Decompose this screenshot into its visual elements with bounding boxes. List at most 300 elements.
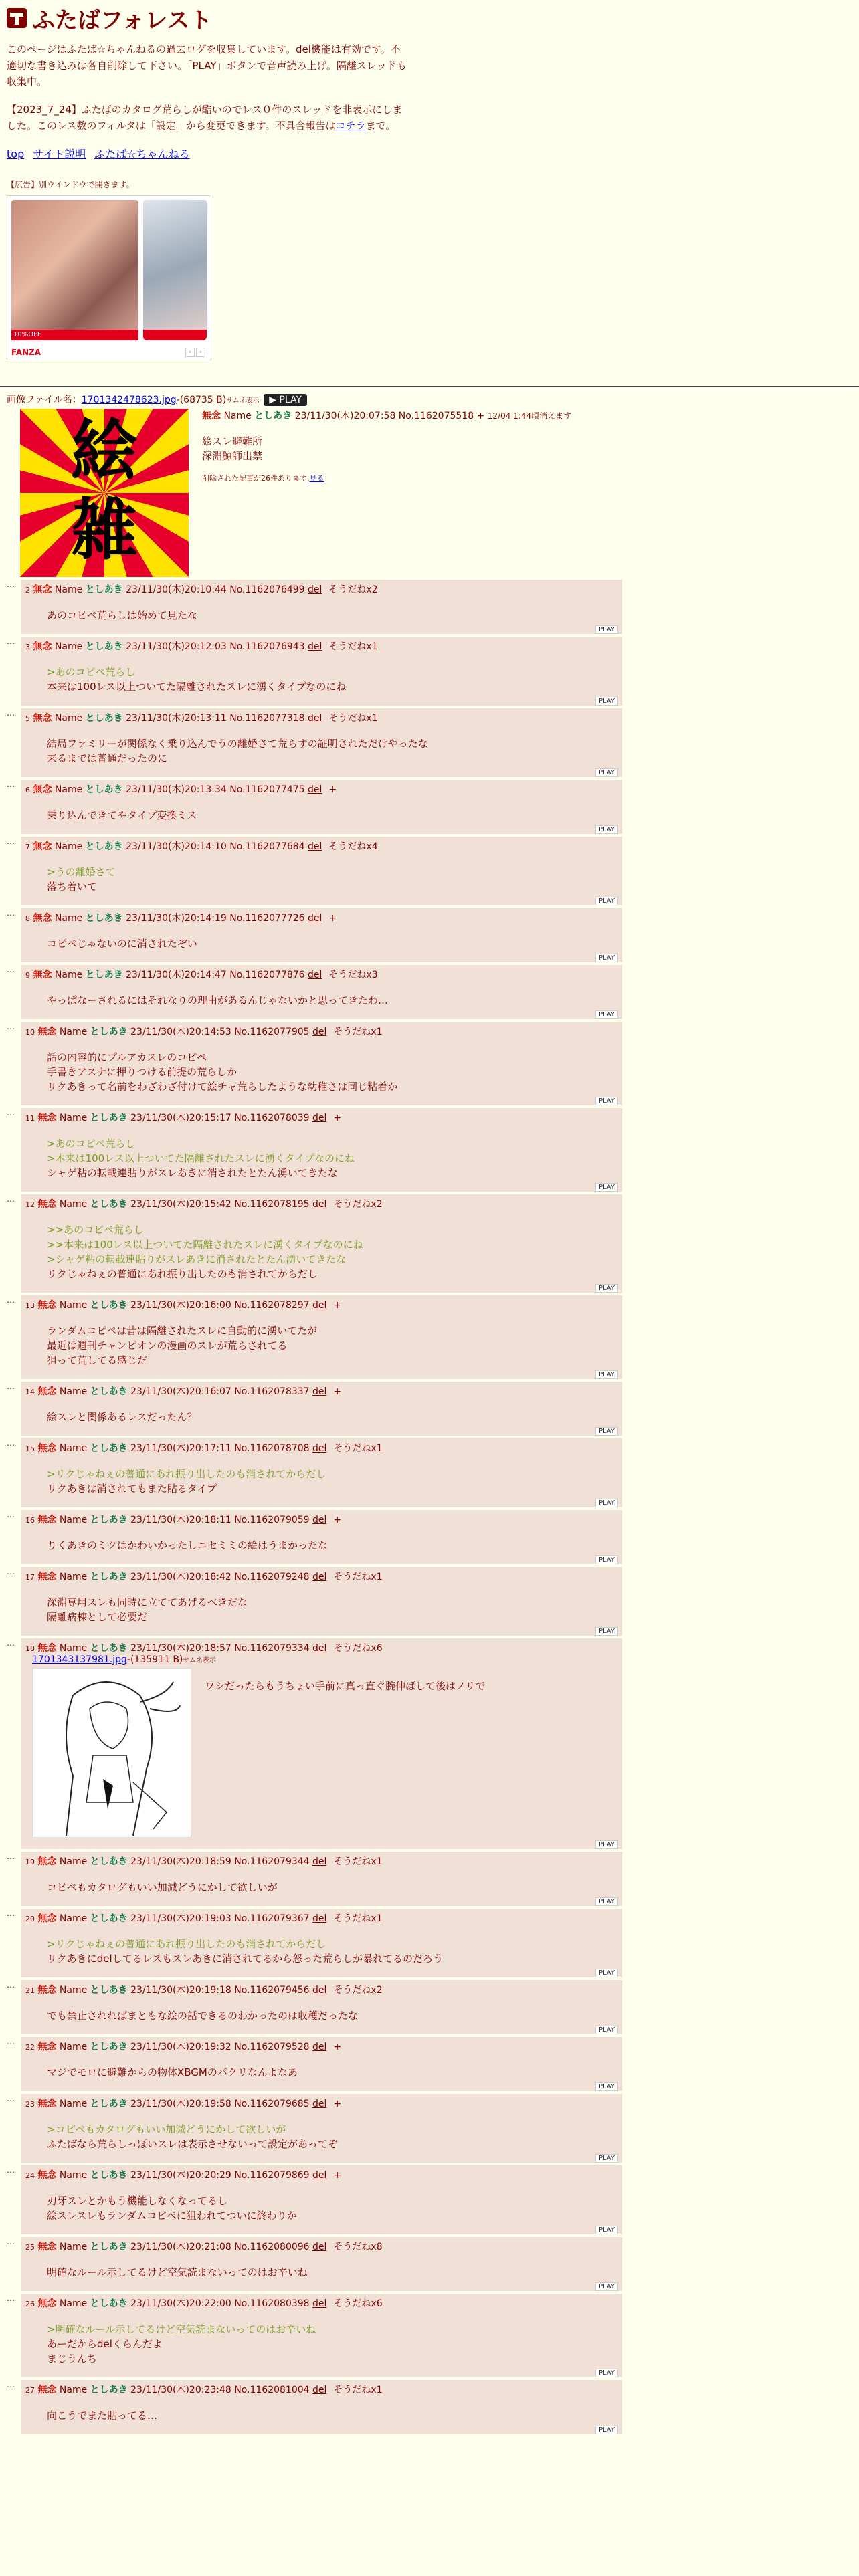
reply-name: としあき bbox=[90, 1913, 128, 1924]
site-title[interactable]: ふたばフォレスト bbox=[32, 7, 213, 34]
ad-image-2[interactable] bbox=[143, 200, 207, 340]
reply-dots: … bbox=[7, 837, 15, 846]
reply bbox=[7, 2165, 622, 2234]
reply-number: 2 bbox=[25, 586, 30, 595]
reply-dots: … bbox=[7, 637, 15, 646]
reply-name: としあき bbox=[85, 641, 123, 652]
reply-number: 11 bbox=[25, 1114, 35, 1123]
thread bbox=[0, 393, 859, 2434]
reply-number: 23 bbox=[25, 2100, 35, 2109]
reply-header bbox=[25, 968, 618, 981]
reply-dots: … bbox=[7, 1980, 15, 1990]
reply-dots: … bbox=[7, 908, 15, 918]
reply-line: 深淵専用スレも同時に立ててあげるべきだな bbox=[47, 1596, 248, 1608]
reply-datetime: 23/11/30(木)20:19:58 No.1162079685 bbox=[130, 2099, 310, 2109]
reply-play-button[interactable]: PLAY bbox=[595, 1010, 618, 1019]
reply-play-row bbox=[25, 897, 618, 905]
op-name-label: Name bbox=[223, 411, 252, 421]
reply-name: としあき bbox=[90, 1113, 128, 1123]
reply-quote-line: >シャゲ粘の転載連貼りがスレあきに消されたとたん湧いてきたな bbox=[47, 1253, 347, 1265]
reply-play-row bbox=[25, 1555, 618, 1564]
reply bbox=[7, 1638, 622, 1849]
reply-name: としあき bbox=[85, 584, 123, 595]
reply-del-link[interactable]: del bbox=[312, 1386, 327, 1397]
reply-datetime: 23/11/30(木)20:18:57 No.1162079334 bbox=[130, 1643, 310, 1654]
reply-sodane-button[interactable]: そうだねx2 bbox=[333, 1985, 383, 1996]
reply-line: リクあきって名前をわざわざ付けて絵チャ荒らしたような幼稚さは同じ粘着か bbox=[47, 1081, 398, 1093]
reply-name-label: Name bbox=[54, 970, 83, 980]
reply-del-link[interactable]: del bbox=[312, 1300, 327, 1311]
reply-name-label: Name bbox=[59, 1386, 88, 1397]
op-image-char-1: 絵 bbox=[71, 411, 138, 490]
reply-del-link[interactable]: del bbox=[312, 2242, 327, 2252]
reply-del-link[interactable]: del bbox=[312, 1572, 327, 1582]
reply-subject: 無念 bbox=[37, 1386, 57, 1397]
reply-header bbox=[25, 1911, 618, 1925]
reply-play-button[interactable]: PLAY bbox=[595, 2369, 618, 2377]
reply-line: 明確なルール示してるけど空気読まないってのはお辛いね bbox=[47, 2266, 308, 2278]
reply-header bbox=[25, 711, 618, 724]
reply-subject: 無念 bbox=[37, 1300, 57, 1311]
op-subject: 無念 bbox=[202, 411, 221, 421]
reply-play-row bbox=[25, 697, 618, 706]
reply-dots: … bbox=[7, 1852, 15, 1861]
thumb-label: サムネ表示 bbox=[226, 397, 260, 405]
reply-del-link[interactable]: del bbox=[312, 1985, 327, 1996]
reply-number: 25 bbox=[25, 2243, 35, 2252]
op-image[interactable] bbox=[20, 409, 189, 577]
reply-header bbox=[25, 2296, 618, 2310]
reply-play-button[interactable]: PLAY bbox=[595, 2426, 618, 2434]
reply-del-link[interactable]: del bbox=[308, 970, 322, 980]
op-datetime: 23/11/30(木)20:07:58 No.1162075518 bbox=[294, 411, 474, 421]
reply-sodane-button[interactable]: そうだねx6 bbox=[333, 1643, 383, 1654]
reply-body-cell bbox=[21, 1980, 622, 2034]
reply-sodane-button[interactable]: そうだねx1 bbox=[333, 1572, 383, 1582]
reply-play-row bbox=[25, 1097, 618, 1105]
reply-dots: … bbox=[7, 1295, 15, 1305]
reply-dots: … bbox=[7, 2237, 15, 2246]
reply-sodane-button[interactable]: + bbox=[333, 1515, 342, 1525]
reply-name-label: Name bbox=[54, 584, 83, 595]
reply-play-button[interactable]: PLAY bbox=[595, 897, 618, 905]
reply-header bbox=[25, 1384, 618, 1398]
reply bbox=[7, 708, 622, 777]
reply-file-link[interactable]: 1701343137981.jpg bbox=[32, 1654, 127, 1665]
ad-brand: FANZA bbox=[11, 348, 41, 357]
reply-name: としあき bbox=[90, 1643, 128, 1654]
reply-subject: 無念 bbox=[33, 913, 52, 924]
reply-play-button[interactable]: PLAY bbox=[595, 1627, 618, 1636]
reply-header bbox=[25, 839, 618, 853]
ad-prev-icon[interactable]: ‹ bbox=[185, 348, 195, 357]
reply-play-row bbox=[25, 825, 618, 834]
reply-file-line bbox=[32, 1654, 618, 1665]
reply-play-row bbox=[25, 2426, 618, 2434]
reply-quote-line: >明確なルール示してるけど空気読まないってのはお辛いね bbox=[47, 2323, 316, 2335]
reply-name: としあき bbox=[85, 913, 123, 924]
reply-text bbox=[47, 2122, 618, 2151]
reply-datetime: 23/11/30(木)20:19:32 No.1162079528 bbox=[130, 2042, 310, 2052]
reply-sodane-button[interactable]: そうだねx4 bbox=[328, 841, 378, 852]
reply-body-cell bbox=[21, 1510, 622, 1564]
report-link[interactable]: コチラ bbox=[335, 120, 366, 132]
reply-header bbox=[25, 1854, 618, 1868]
nav-link-futaba[interactable]: ふたば☆ちゃんねる bbox=[94, 148, 190, 160]
reply-del-link[interactable]: del bbox=[312, 1443, 327, 1454]
reply-body-cell bbox=[21, 1567, 622, 1636]
reply-sketch-image[interactable] bbox=[32, 1668, 191, 1838]
reply-subject: 無念 bbox=[33, 841, 52, 852]
ad-image-1[interactable] bbox=[11, 200, 138, 340]
reply-play-button[interactable]: PLAY bbox=[595, 1183, 618, 1192]
reply-play-row bbox=[25, 2226, 618, 2234]
reply-body-cell bbox=[21, 1909, 622, 1977]
reply-body-cell bbox=[21, 2165, 622, 2234]
reply-del-link[interactable]: del bbox=[308, 641, 322, 652]
reply-dots: … bbox=[7, 2294, 15, 2303]
reply-body-cell bbox=[21, 1438, 622, 1507]
reply bbox=[7, 837, 622, 905]
reply-del-link[interactable]: del bbox=[308, 713, 322, 724]
reply-text bbox=[47, 993, 618, 1008]
reply-del-link[interactable]: del bbox=[312, 2099, 327, 2109]
reply-sodane-button[interactable]: そうだねx1 bbox=[333, 1443, 383, 1454]
reply-play-button[interactable]: PLAY bbox=[595, 2154, 618, 2163]
reply-datetime: 23/11/30(木)20:19:03 No.1162079367 bbox=[130, 1913, 310, 1924]
nav-links bbox=[7, 146, 852, 161]
reply-sodane-button[interactable]: そうだねx1 bbox=[333, 1913, 383, 1924]
reply-header bbox=[25, 1111, 618, 1124]
reply-line: あのコピペ荒らしは始めて見たな bbox=[47, 609, 197, 621]
reply-play-button[interactable]: PLAY bbox=[595, 1097, 618, 1105]
reply-body-cell bbox=[21, 2094, 622, 2163]
reply-name: としあき bbox=[85, 784, 123, 795]
nav-link-about[interactable]: サイト説明 bbox=[33, 148, 86, 160]
reply-del-link[interactable]: del bbox=[312, 2170, 327, 2181]
logo-row bbox=[7, 4, 852, 32]
reply-body-cell bbox=[21, 1382, 622, 1436]
reply-header bbox=[25, 2168, 618, 2181]
reply-datetime: 23/11/30(木)20:20:29 No.1162079869 bbox=[130, 2170, 310, 2181]
reply-datetime: 23/11/30(木)20:12:03 No.1162076943 bbox=[126, 641, 305, 652]
reply-line: リクあきにdelしてるレスもスレあきに消されてるから怒った荒らしが暴れてるのだろう bbox=[47, 1953, 444, 1965]
reply-play-button[interactable]: PLAY bbox=[595, 768, 618, 777]
reply-play-button[interactable]: PLAY bbox=[595, 1555, 618, 1564]
reply-text bbox=[47, 665, 618, 694]
reply-play-button[interactable]: PLAY bbox=[595, 2282, 618, 2291]
reply-play-button[interactable]: PLAY bbox=[595, 1370, 618, 1379]
op-expire: 12/04 1:44頃消えます bbox=[487, 411, 572, 421]
reply-play-button[interactable]: PLAY bbox=[595, 625, 618, 634]
reply-subject: 無念 bbox=[37, 2385, 57, 2395]
reply-number: 22 bbox=[25, 2043, 35, 2052]
reply-number: 13 bbox=[25, 1301, 35, 1310]
reply-number: 21 bbox=[25, 1986, 35, 1995]
intro-2-suffix: まで。 bbox=[365, 120, 396, 132]
reply-dots: … bbox=[7, 2037, 15, 2046]
reply-text bbox=[47, 2065, 618, 2080]
reply-dots: … bbox=[7, 1510, 15, 1519]
reply-dots: … bbox=[7, 580, 15, 589]
reply-del-link[interactable]: del bbox=[312, 1913, 327, 1924]
reply-line: 話の内容的にプルアカスレのコピペ bbox=[47, 1051, 207, 1063]
reply-name: としあき bbox=[90, 2298, 128, 2309]
reply-name-label: Name bbox=[59, 1856, 88, 1867]
reply-play-row bbox=[25, 2282, 618, 2291]
reply-line: りくあきのミクはかわいかったしニセミミの絵はうまかったな bbox=[47, 1539, 328, 1551]
reply-number: 14 bbox=[25, 1388, 35, 1396]
reply-line: 本来は100レス以上ついてた隔離されたスレに湧くタイプなのにね bbox=[47, 681, 347, 693]
reply-number: 17 bbox=[25, 1573, 35, 1582]
reply-header bbox=[25, 2097, 618, 2110]
reply-subject: 無念 bbox=[37, 1443, 57, 1454]
reply-number: 24 bbox=[25, 2171, 35, 2180]
reply-sodane-button[interactable]: + bbox=[328, 784, 337, 795]
reply-subject: 無念 bbox=[33, 970, 52, 980]
reply-line: まじうんち bbox=[47, 2353, 98, 2365]
reply-file-meta: -(135911 B) bbox=[126, 1654, 183, 1665]
reply-name-label: Name bbox=[59, 1300, 88, 1311]
reply-sodane-button[interactable]: そうだねx2 bbox=[333, 1199, 383, 1210]
reply-body-cell bbox=[21, 780, 622, 834]
op-play-button[interactable]: ▶ PLAY bbox=[264, 394, 307, 406]
reply-del-link[interactable]: del bbox=[308, 913, 322, 924]
reply-datetime: 23/11/30(木)20:14:10 No.1162077684 bbox=[126, 841, 305, 852]
reply-image-row bbox=[25, 1668, 618, 1838]
reply-text bbox=[47, 1467, 618, 1496]
ad-next-icon[interactable]: › bbox=[196, 348, 205, 357]
reply-sodane-button[interactable]: + bbox=[333, 2042, 342, 2052]
reply-del-link[interactable]: del bbox=[312, 1856, 327, 1867]
reply-quote-line: >リクじゃねぇの普通にあれ振り出したのも消されてからだし bbox=[47, 1468, 326, 1480]
reply-del-link[interactable]: del bbox=[312, 2385, 327, 2395]
reply bbox=[7, 1510, 622, 1564]
reply-play-button[interactable]: PLAY bbox=[595, 1840, 618, 1849]
reply-header bbox=[25, 1025, 618, 1038]
reply-body-cell bbox=[21, 965, 622, 1019]
reply-del-link[interactable]: del bbox=[312, 2042, 327, 2052]
reply-name: としあき bbox=[90, 1300, 128, 1311]
reply-name-label: Name bbox=[54, 641, 83, 652]
reply-text bbox=[47, 608, 618, 623]
reply-sodane-button[interactable]: + bbox=[333, 2099, 342, 2109]
reply-sodane-button[interactable]: + bbox=[333, 1113, 342, 1123]
reply-name: としあき bbox=[90, 2042, 128, 2052]
reply-header bbox=[25, 2383, 618, 2396]
reply-sodane-button[interactable]: そうだねx2 bbox=[328, 584, 378, 595]
reply-name: としあき bbox=[85, 713, 123, 724]
reply bbox=[7, 2037, 622, 2091]
reply-datetime: 23/11/30(木)20:15:42 No.1162078195 bbox=[130, 1199, 310, 1210]
reply-body-cell bbox=[21, 1295, 622, 1379]
sketch-drawing bbox=[33, 1669, 191, 1837]
reply-text bbox=[47, 1595, 618, 1624]
reply-sodane-button[interactable]: そうだねx8 bbox=[333, 2242, 383, 2252]
reply-number: 27 bbox=[25, 2386, 35, 2395]
reply-play-button[interactable]: PLAY bbox=[595, 1499, 618, 1507]
reply-play-button[interactable]: PLAY bbox=[595, 954, 618, 962]
reply-play-button[interactable]: PLAY bbox=[595, 1969, 618, 1977]
reply-text bbox=[47, 808, 618, 823]
reply-sodane-button[interactable]: そうだねx1 bbox=[328, 641, 378, 652]
reply-dots: … bbox=[7, 965, 15, 974]
reply-sodane-button[interactable]: + bbox=[333, 1300, 342, 1311]
reply-body-cell bbox=[21, 1022, 622, 1105]
reply-del-link[interactable]: del bbox=[312, 1643, 327, 1654]
reply-subject: 無念 bbox=[37, 1027, 57, 1037]
reply-sodane-button[interactable]: そうだねx1 bbox=[328, 713, 378, 724]
reply-number: 15 bbox=[25, 1444, 35, 1453]
reply-number: 16 bbox=[25, 1516, 35, 1525]
reply-quote-line: >うの離婚さて bbox=[47, 866, 116, 878]
op-file-link[interactable]: 1701342478623.jpg bbox=[81, 395, 177, 405]
reply-text bbox=[47, 2265, 618, 2280]
reply-datetime: 23/11/30(木)20:23:48 No.1162081004 bbox=[130, 2385, 310, 2395]
reply-play-button[interactable]: PLAY bbox=[595, 2026, 618, 2034]
reply-del-link[interactable]: del bbox=[312, 2298, 327, 2309]
reply-sodane-button[interactable]: + bbox=[328, 913, 337, 924]
reply-del-link[interactable]: del bbox=[312, 1199, 327, 1210]
reply-subject: 無念 bbox=[37, 2099, 57, 2109]
reply bbox=[7, 2094, 622, 2163]
reply-name-label: Name bbox=[59, 2170, 88, 2181]
reply-datetime: 23/11/30(木)20:10:44 No.1162076499 bbox=[126, 584, 305, 595]
reply-dots: … bbox=[7, 1909, 15, 1918]
reply-del-link[interactable]: del bbox=[312, 1515, 327, 1525]
reply-play-button[interactable]: PLAY bbox=[595, 1897, 618, 1906]
reply-name: としあき bbox=[90, 1572, 128, 1582]
reply-play-row bbox=[25, 1969, 618, 1977]
reply-number: 10 bbox=[25, 1028, 35, 1037]
reply-quote-line: >あのコピペ荒らし bbox=[47, 1138, 136, 1150]
reply-play-button[interactable]: PLAY bbox=[595, 1284, 618, 1293]
reply-line: 刃牙スレとかもう機能しなくなってるし bbox=[47, 2195, 228, 2207]
intro-text bbox=[7, 41, 408, 134]
show-deleted-link[interactable]: 見る bbox=[309, 474, 324, 483]
reply-name-label: Name bbox=[59, 1913, 88, 1924]
reply-del-link[interactable]: del bbox=[312, 1027, 327, 1037]
reply-name: としあき bbox=[90, 1386, 128, 1397]
reply-del-link[interactable]: del bbox=[308, 841, 322, 852]
reply-body-cell bbox=[21, 2037, 622, 2091]
reply-name-label: Name bbox=[54, 841, 83, 852]
reply-name: としあき bbox=[90, 2099, 128, 2109]
reply-dots: … bbox=[7, 2165, 15, 2175]
reply-play-button[interactable]: PLAY bbox=[595, 1427, 618, 1436]
reply-sodane-button[interactable]: そうだねx1 bbox=[333, 1856, 383, 1867]
reply-sodane-button[interactable]: + bbox=[333, 1386, 342, 1397]
reply-name-label: Name bbox=[59, 1443, 88, 1454]
reply-play-row bbox=[25, 768, 618, 777]
reply-quote-line: >本来は100レス以上ついてた隔離されたスレに湧くタイプなのにね bbox=[47, 1152, 355, 1164]
reply-line: マジでモロに避難からの物体XBGMのパクリなんよなあ bbox=[47, 2066, 298, 2078]
reply-header bbox=[25, 1441, 618, 1455]
reply-number: 5 bbox=[25, 714, 30, 723]
reply-line: でも禁止されればまともな絵の話できるのわかったのは収穫だったな bbox=[47, 2010, 359, 2022]
nav-link-top[interactable]: top bbox=[7, 148, 25, 160]
reply-body-cell bbox=[21, 2380, 622, 2434]
reply-line: 絵スレスレもランダムコピペに狙われてついに終わりか bbox=[47, 2210, 297, 2222]
ad-banner[interactable] bbox=[7, 195, 211, 360]
reply-sodane-button[interactable]: そうだねx3 bbox=[328, 970, 378, 980]
intro-2-prefix: 【2023_7_24】ふたばのカタログ荒らしが酷いのでレス０件のスレッドを非表示にしました。このレス数のフィルタは「設定」から変更できます。不具合報告は bbox=[7, 104, 403, 132]
reply-text bbox=[47, 2193, 618, 2223]
reply-body-cell bbox=[21, 908, 622, 962]
deleted-note-text: 削除された記事が26件あります. bbox=[202, 474, 310, 483]
reply-text bbox=[47, 1323, 618, 1368]
ad-badge: 10%OFF bbox=[11, 330, 138, 340]
reply-dots: … bbox=[7, 2380, 15, 2389]
reply-datetime: 23/11/30(木)20:18:59 No.1162079344 bbox=[130, 1856, 310, 1867]
reply-sodane-button[interactable]: + bbox=[333, 2170, 342, 2181]
reply-name-label: Name bbox=[59, 1572, 88, 1582]
reply-line: ワシだったらもうちょい手前に真っ直ぐ腕伸ばして後はノリで bbox=[205, 1680, 486, 1692]
reply-name-label: Name bbox=[59, 2042, 88, 2052]
reply-name-label: Name bbox=[54, 713, 83, 724]
reply-line: コピペじゃないのに消されたぞい bbox=[47, 938, 197, 950]
reply-number: 20 bbox=[25, 1915, 35, 1923]
reply-text bbox=[47, 2408, 618, 2423]
reply-del-link[interactable]: del bbox=[308, 784, 322, 795]
reply-subject: 無念 bbox=[37, 1113, 57, 1123]
reply-subject: 無念 bbox=[37, 1643, 57, 1654]
reply-play-button[interactable]: PLAY bbox=[595, 2082, 618, 2091]
site-logo-icon[interactable] bbox=[7, 8, 27, 28]
reply-del-link[interactable]: del bbox=[308, 584, 322, 595]
op-plus-button[interactable]: + bbox=[476, 411, 485, 421]
op-image-char-2: 雑 bbox=[71, 490, 138, 569]
reply-play-row bbox=[25, 1499, 618, 1507]
reply-play-button[interactable]: PLAY bbox=[595, 825, 618, 834]
reply-play-button[interactable]: PLAY bbox=[595, 2226, 618, 2234]
reply-quote-line: >あのコピペ荒らし bbox=[47, 666, 136, 678]
reply-header bbox=[25, 911, 618, 924]
reply-line: 向こうでまた貼ってる… bbox=[47, 2409, 158, 2422]
reply-text bbox=[47, 1136, 618, 1180]
reply-text bbox=[47, 1538, 618, 1553]
site-header bbox=[0, 0, 859, 360]
reply-number: 18 bbox=[25, 1644, 35, 1653]
reply-number: 3 bbox=[25, 643, 30, 651]
reply-text bbox=[47, 936, 618, 951]
reply-sodane-button[interactable]: そうだねx1 bbox=[333, 1027, 383, 1037]
reply-subject: 無念 bbox=[37, 1856, 57, 1867]
reply-name-label: Name bbox=[59, 1113, 88, 1123]
reply-body-cell bbox=[21, 2294, 622, 2377]
reply-play-button[interactable]: PLAY bbox=[595, 697, 618, 706]
reply-datetime: 23/11/30(木)20:19:18 No.1162079456 bbox=[130, 1985, 310, 1996]
reply-quote-line: >リクじゃねぇの普通にあれ振り出したのも消されてからだし bbox=[47, 1938, 326, 1950]
reply-header bbox=[25, 639, 618, 653]
reply-name-label: Name bbox=[59, 1199, 88, 1210]
reply bbox=[7, 637, 622, 706]
reply-sodane-button[interactable]: そうだねx6 bbox=[333, 2298, 383, 2309]
reply-del-link[interactable]: del bbox=[312, 1113, 327, 1123]
reply bbox=[7, 2237, 622, 2291]
reply bbox=[7, 1382, 622, 1436]
reply-sodane-button[interactable]: そうだねx1 bbox=[333, 2385, 383, 2395]
reply-subject: 無念 bbox=[33, 713, 52, 724]
reply-number: 8 bbox=[25, 914, 30, 923]
reply-header bbox=[25, 2240, 618, 2253]
reply-body-cell bbox=[21, 1852, 622, 1906]
reply bbox=[7, 2294, 622, 2377]
reply-play-row bbox=[25, 1427, 618, 1436]
reply-number: 26 bbox=[25, 2300, 35, 2309]
reply-line: コピペもカタログもいい加減どうにかして欲しいが bbox=[47, 1881, 278, 1893]
reply-number: 9 bbox=[25, 971, 30, 980]
